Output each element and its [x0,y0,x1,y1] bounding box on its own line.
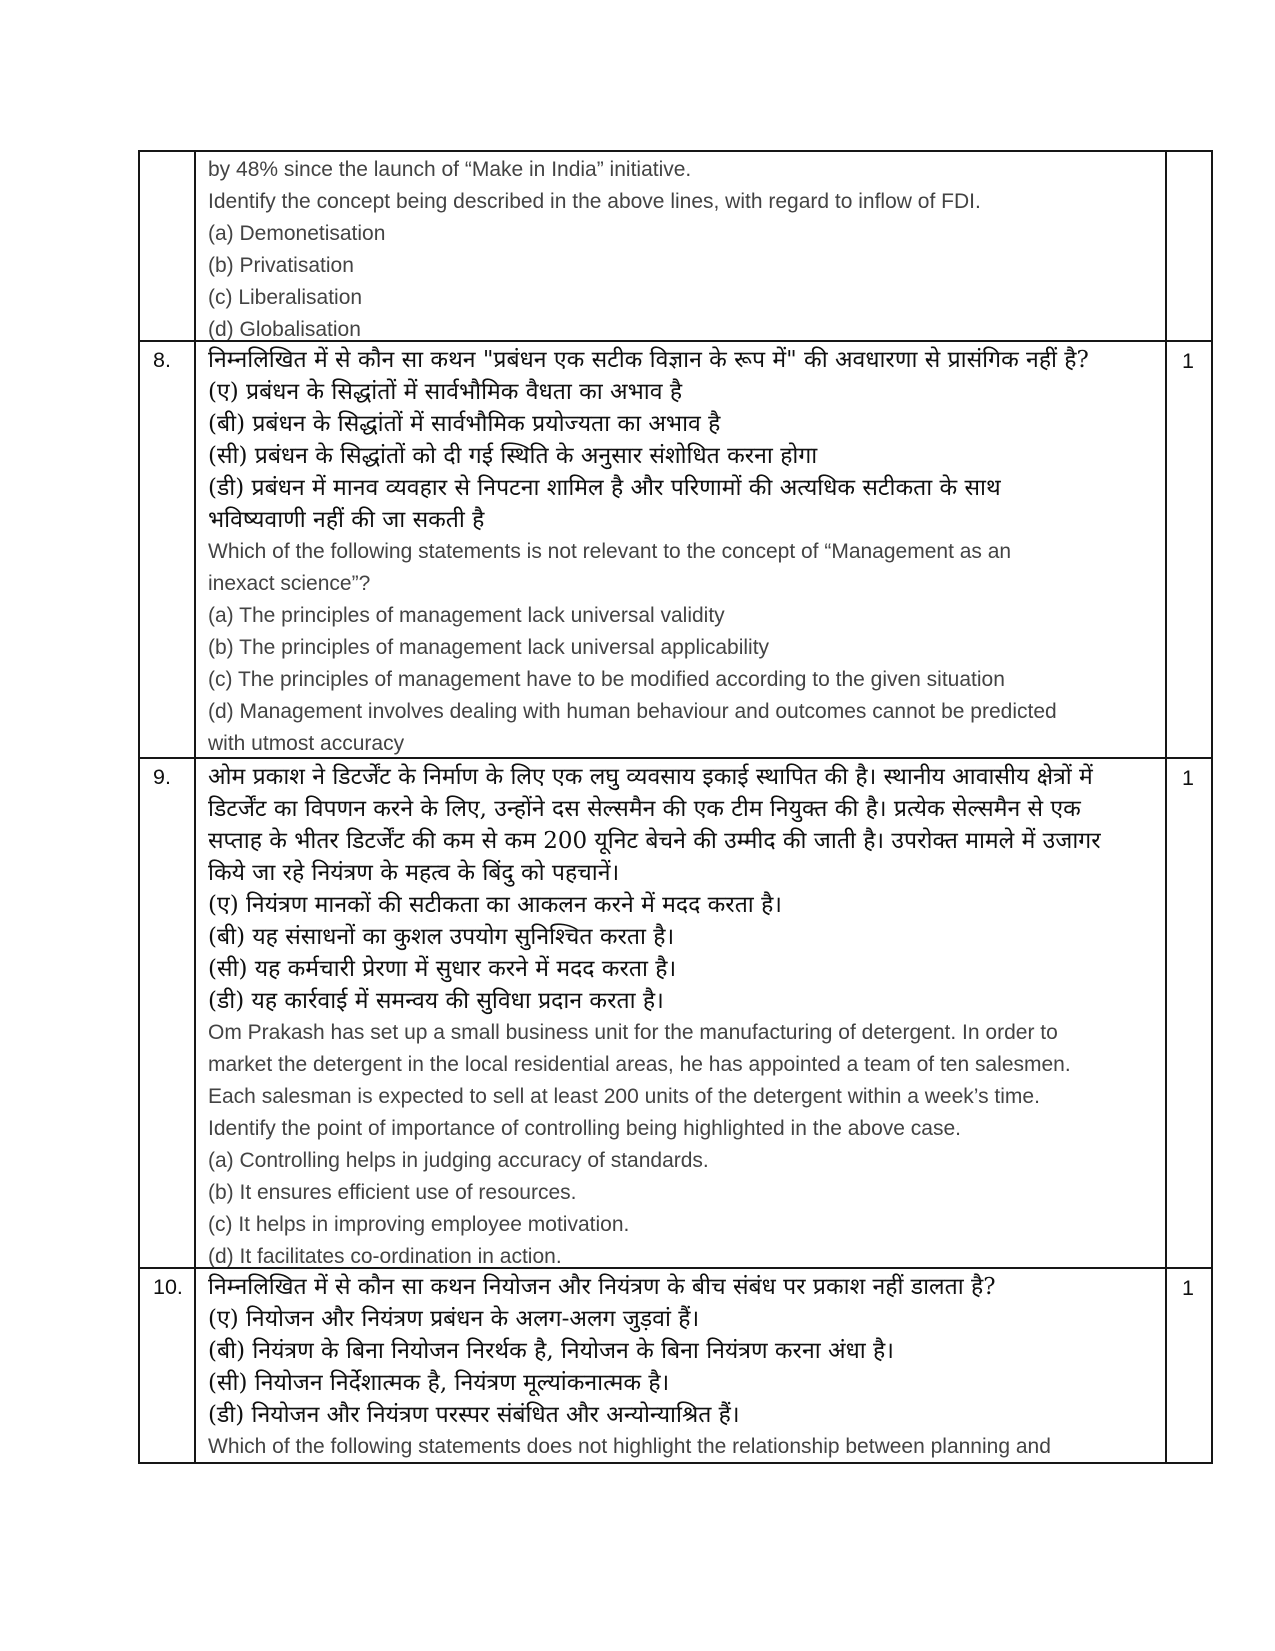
text-line: (डी) नियोजन और नियंत्रण परस्पर संबंधित और अन्योन्याश्रित हैं। [208,1402,740,1428]
text-line: (d) It facilitates co-ordination in action. [208,1245,562,1267]
question-row-9 [140,757,1211,1267]
text-line: (ए) प्रबंधन के सिद्धांतों में सार्वभौमिक वैधता का अभाव है [208,379,683,405]
question-hindi-block [208,1271,1157,1431]
text-line: (b) The principles of management lack universal applicability [208,636,770,659]
text-line: (डी) यह कार्रवाई में समन्वय की सुविधा प्रदान करता है। [208,988,664,1014]
text-line: Identify the point of importance of controlling being highlighted in the above case. [208,1117,961,1140]
question-body-cell [196,759,1167,1267]
text-line: (a) The principles of management lack universal validity [208,604,725,627]
question-row-8 [140,340,1211,757]
text-line: (a) Demonetisation [208,222,386,245]
text-line: (डी) प्रबंधन में मानव व्यवहार से निपटना शामिल है और परिणामों की अत्यधिक सटीकता के साथ [208,475,1001,501]
text-line: (c) The principles of management have to be modified according to the given situation [208,668,1005,691]
question-hindi-block [208,761,1157,1017]
text-line: निम्नलिखित में से कौन सा कथन नियोजन और नियंत्रण के बीच संबंध पर प्रकाश नहीं डालता है? [208,1274,996,1300]
text-line: inexact science”? [208,572,371,595]
text-line: ओम प्रकाश ने डिटर्जेंट के निर्माण के लिए एक लघु व्यवसाय इकाई स्थापित की है। स्थानीय आवासीय क्षेत्रों में [208,764,1093,790]
text-line: (c) Liberalisation [208,286,363,309]
text-line: Which of the following statements is not relevant to the concept of “Management as an [208,540,1012,563]
marks-cell: 1 [1182,349,1194,373]
text-line: Each salesman is expected to sell at least 200 units of the detergent within a week’s time. [208,1085,1040,1108]
text-line: किये जा रहे नियंत्रण के महत्व के बिंदु को पहचानें। [208,860,620,886]
text-line: निम्नलिखित में से कौन सा कथन "प्रबंधन एक सटीक विज्ञान के रूप में" की अवधारणा से प्रासंगिक नहीं है? [208,347,1089,373]
text-line: (d) Globalisation [208,318,361,340]
text-line: (बी) प्रबंधन के सिद्धांतों में सार्वभौमिक प्रयोज्यता का अभाव है [208,411,721,437]
question-english-block [208,536,1157,757]
question-body-cell [196,342,1167,757]
question-number: 9. [140,759,196,1267]
marks-cell: 1 [1182,766,1194,790]
text-line: Which of the following statements does not highlight the relationship between planning and [208,1435,1051,1458]
text-line: (सी) नियोजन निर्देशात्मक है, नियंत्रण मूल्यांकनात्मक है। [208,1370,670,1396]
question-row-7-continued [140,152,1211,340]
text-line: Identify the concept being described in the above lines, with regard to inflow of FDI. [208,190,981,213]
text-line: (ए) नियोजन और नियंत्रण प्रबंधन के अलग-अलग जुड़वां हैं। [208,1306,700,1332]
text-line: by 48% since the launch of “Make in India” initiative. [208,158,692,181]
text-line: (b) It ensures efficient use of resources. [208,1181,577,1204]
question-english-block [208,1431,1157,1462]
text-line: (सी) यह कर्मचारी प्रेरणा में सुधार करने में मदद करता है। [208,956,677,982]
question-english-block [208,1017,1157,1267]
text-line: (d) Management involves dealing with human behaviour and outcomes cannot be predicted [208,700,1057,723]
text-line: market the detergent in the local residential areas, he has appointed a team of ten salesmen. [208,1053,1071,1076]
marks-cell: 1 [1182,1276,1194,1300]
text-line: सप्ताह के भीतर डिटर्जेंट की कम से कम 200 यूनिट बेचने की उम्मीद की जाती है। उपरोक्त मामले में उजागर [208,828,1101,854]
text-line: (a) Controlling helps in judging accuracy of standards. [208,1149,709,1172]
question-english-block [208,154,1157,340]
text-line: (ए) नियंत्रण मानकों की सटीकता का आकलन करने में मदद करता है। [208,892,783,918]
question-row-10 [140,1267,1211,1462]
text-line: (बी) नियंत्रण के बिना नियोजन निरर्थक है, नियोजन के बिना नियंत्रण करना अंधा है। [208,1338,894,1364]
text-line: (सी) प्रबंधन के सिद्धांतों को दी गई स्थिति के अनुसार संशोधित करना होगा [208,443,818,469]
text-line: भविष्यवाणी नहीं की जा सकती है [208,507,485,533]
question-number: 10. [140,1269,196,1462]
question-body-cell [196,152,1167,340]
text-line: (c) It helps in improving employee motivation. [208,1213,630,1236]
question-paper-table [138,150,1213,1464]
text-line: (b) Privatisation [208,254,354,277]
question-number [140,152,196,340]
question-body-cell [196,1269,1167,1462]
text-line: Om Prakash has set up a small business unit for the manufacturing of detergent. In order to [208,1021,1058,1044]
marks-cell [1167,152,1211,340]
question-hindi-block [208,344,1157,536]
question-number: 8. [140,342,196,757]
text-line: with utmost accuracy [208,732,405,755]
text-line: डिटर्जेंट का विपणन करने के लिए, उन्होंने दस सेल्समैन की एक टीम नियुक्त की है। प्रत्येक सेल्समैन से एक [208,796,1081,822]
text-line: (बी) यह संसाधनों का कुशल उपयोग सुनिश्चित करता है। [208,924,675,950]
